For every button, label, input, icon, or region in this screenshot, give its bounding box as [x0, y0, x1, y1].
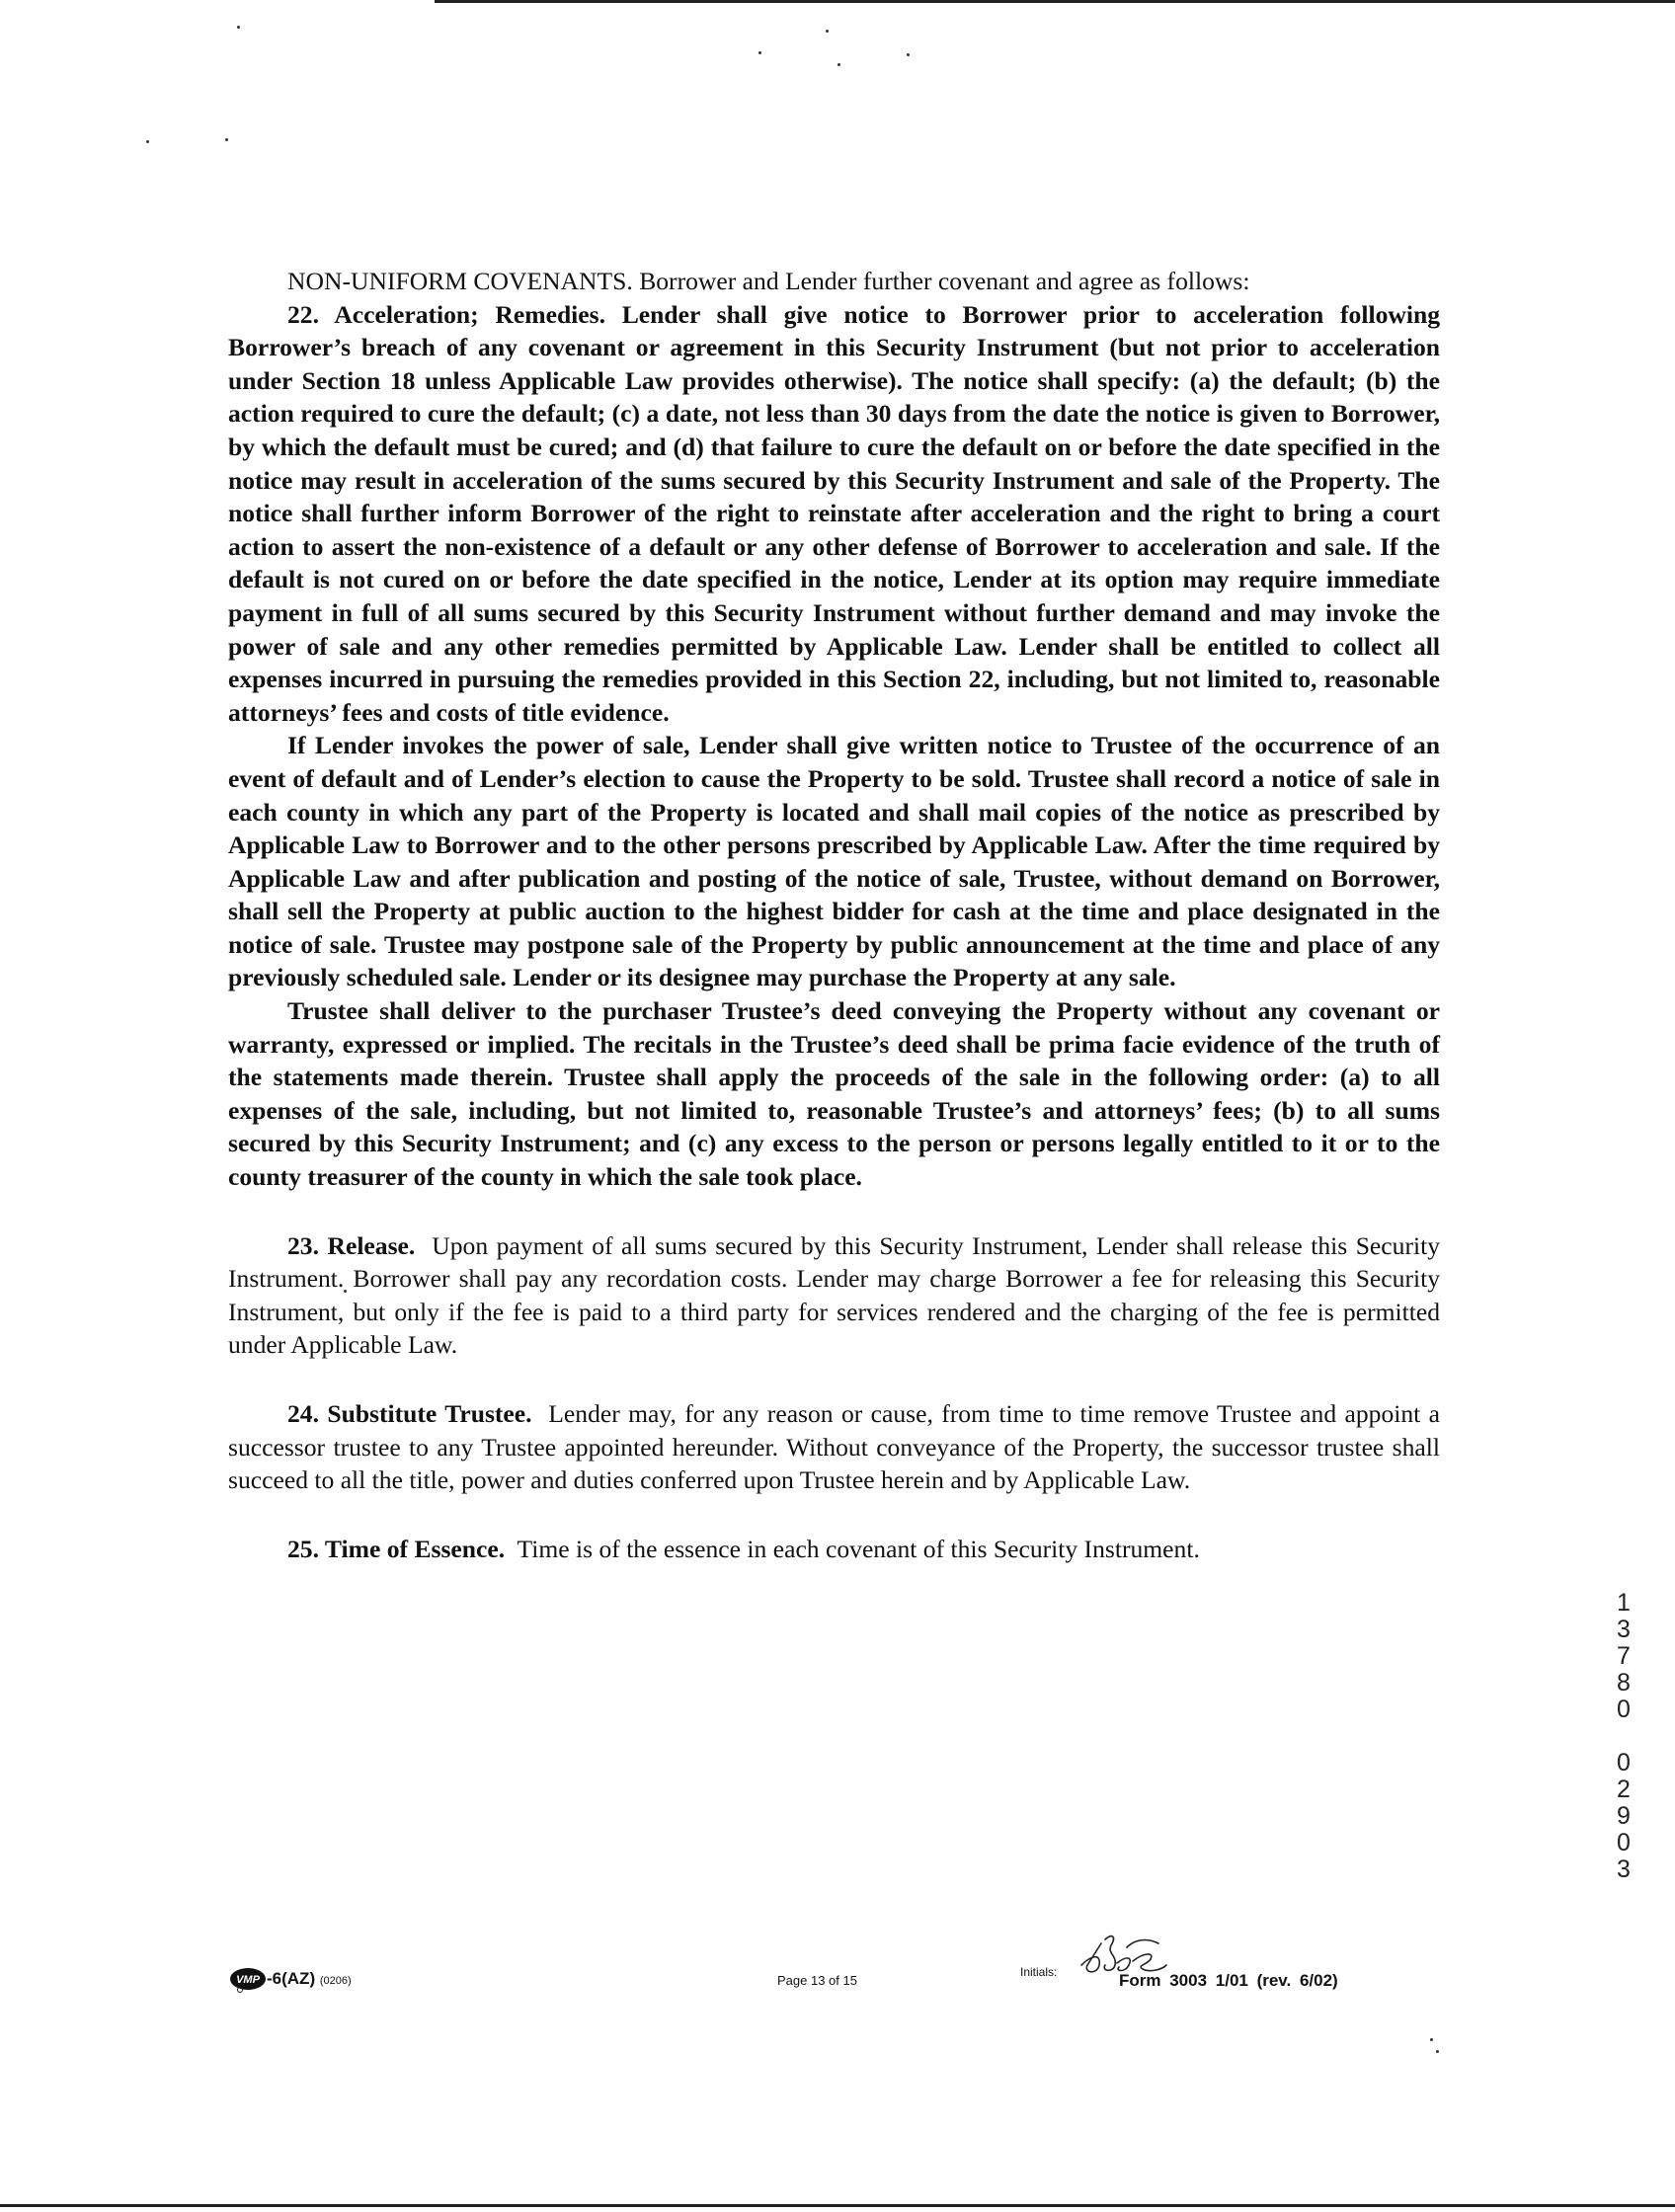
section-25-heading: 25. Time of Essence. — [287, 1534, 506, 1563]
form-code-main: -6(AZ) — [267, 1969, 316, 1988]
stamp-digit: 0 — [1617, 1749, 1631, 1777]
section-23-heading: 23. Release. — [287, 1230, 416, 1260]
stamp-gap — [1612, 1723, 1635, 1750]
vmp-logo-icon — [229, 1967, 267, 1993]
scan-speck — [225, 138, 228, 141]
stamp-digit: 0 — [1617, 1829, 1631, 1856]
scan-speck — [758, 51, 761, 54]
form-code — [267, 1969, 352, 1989]
scan-speck — [826, 30, 829, 33]
section-23-release — [228, 1229, 1440, 1362]
section-24-substitute-trustee — [228, 1397, 1440, 1497]
stamp-digit: 3 — [1617, 1856, 1631, 1883]
stamp-digit: 3 — [1617, 1616, 1631, 1643]
stamp-digit: 8 — [1617, 1669, 1631, 1697]
initials-label: Initials: — [1020, 1965, 1058, 1979]
page-footer — [0, 1967, 1675, 2007]
scan-speck — [237, 26, 240, 29]
form-number: Form 3003 1/01 (rev. 6/02) — [1119, 1971, 1338, 1990]
section-25-text: Time is of the essence in each covenant of this Security Instrument. — [517, 1534, 1200, 1563]
svg-text:VMP: VMP — [236, 1974, 260, 1986]
page-number: Page 13 of 15 — [777, 1973, 857, 1988]
section-25-time-of-essence — [228, 1533, 1440, 1566]
stamp-digit: 0 — [1617, 1696, 1631, 1723]
form-code-suffix: (0206) — [319, 1975, 352, 1987]
section-22-acceleration-remedies: 22. Acceleration; Remedies. Lender shall give notice to Borrower prior to acceleration following Borrower’s breach of any covenant or agreement in this Security Instrument (but not prior to acceleration under Section 18 unless Applicable Law provides otherwise). The notice shall specify: (a) the default; (b) the action required to cure the default; (c) a date, not less than 30 days from the date the notice is given to Borrower, by which the default must be cured; and (d) that failure to cure the default on or before the date specified in the notice may result in acceleration of the sums secured by this Security Instrument and sale of the Property. The notice shall further inform Borrower of the right to reinstate after acceleration and the right to bring a court action to assert the non-existence of a default or any other defense of Borrower to acceleration and sale. If the default is not cured on or before the date specified in the notice, Lender at its option may require immediate payment in full of all sums secured by this Security Instrument without further demand and may invoke the power of sale and any other remedies permitted by Applicable Law. Lender shall be entitled to collect all expenses incurred in pursuing the remedies provided in this Section 22, including, but not limited to, reasonable attorneys’ fees and costs of title evidence. — [228, 299, 1440, 727]
scan-speck — [838, 63, 840, 66]
document-body — [228, 265, 1440, 1565]
section-22-trustee-deed: Trustee shall deliver to the purchaser Trustee’s deed conveying the Property without any covenant or warranty, expressed or implied. The recitals in the Trustee’s deed shall be prima facie evidence of the truth of the statements made therein. Trustee shall apply the proceeds of the sale in the following order: (a) to all expenses of the sale, including, but not limited to, reasonable Trustee’s and attorneys’ fees; (b) to all sums secured by this Security Instrument; and (c) any excess to the person or persons legally entitled to it or to the county treasurer of the county in which the sale took place. — [228, 996, 1440, 1192]
scan-bottom-border — [0, 2204, 1675, 2207]
stamp-digit: 7 — [1617, 1642, 1631, 1670]
stamp-digit: 1 — [1617, 1589, 1631, 1617]
scan-speck — [907, 53, 910, 56]
stamp-digit: 9 — [1617, 1802, 1631, 1830]
section-22-power-of-sale: If Lender invokes the power of sale, Lender shall give written notice to Trustee of the occurrence of an event of default and of Lender’s election to cause the Property to be sold. Trustee shall record a notice of sale in each county in which any part of the Property is located and shall mail copies of the notice as prescribed by Applicable Law to Borrower and to the other persons prescribed by Applicable Law. After the time required by Applicable Law and after publication and posting of the notice of sale, Trustee, without demand on Borrower, shall sell the Property at public auction to the highest bidder for cash at the time and place designated in the notice of sale. Trustee may postpone sale of the Property by public announcement at the time and place of any previously scheduled sale. Lender or its designee may purchase the Property at any sale. — [228, 731, 1440, 992]
side-recording-stamp — [1612, 1590, 1635, 1883]
section-24-text: Lender may, for any reason or cause, from time to time remove Trustee and appoint a successor trustee to any Trustee appointed hereunder. Without conveyance of the Property, the successor trustee shall succeed to all the title, power and duties conferred upon Trustee herein and by Applicable Law. — [228, 1399, 1440, 1495]
non-uniform-covenants-intro: NON-UNIFORM COVENANTS. Borrower and Lender further covenant and agree as follows: — [287, 267, 1250, 295]
section-23-text: Upon payment of all sums secured by this Security Instrument, Lender shall release this Security Instrument. Borrower shall pay any recordation costs. Lender may charge Borrower a fee for releasing this Security Instrument, but only if the fee is paid to a third party for services rendered and the charging of the fee is permitted under Applicable Law. — [228, 1230, 1440, 1360]
scan-speck — [146, 140, 149, 143]
scan-top-border — [435, 0, 1675, 3]
scan-speck — [1436, 2050, 1439, 2053]
scan-speck — [1430, 2038, 1433, 2041]
stamp-digit: 2 — [1617, 1776, 1631, 1803]
section-24-heading: 24. Substitute Trustee. — [287, 1399, 532, 1428]
